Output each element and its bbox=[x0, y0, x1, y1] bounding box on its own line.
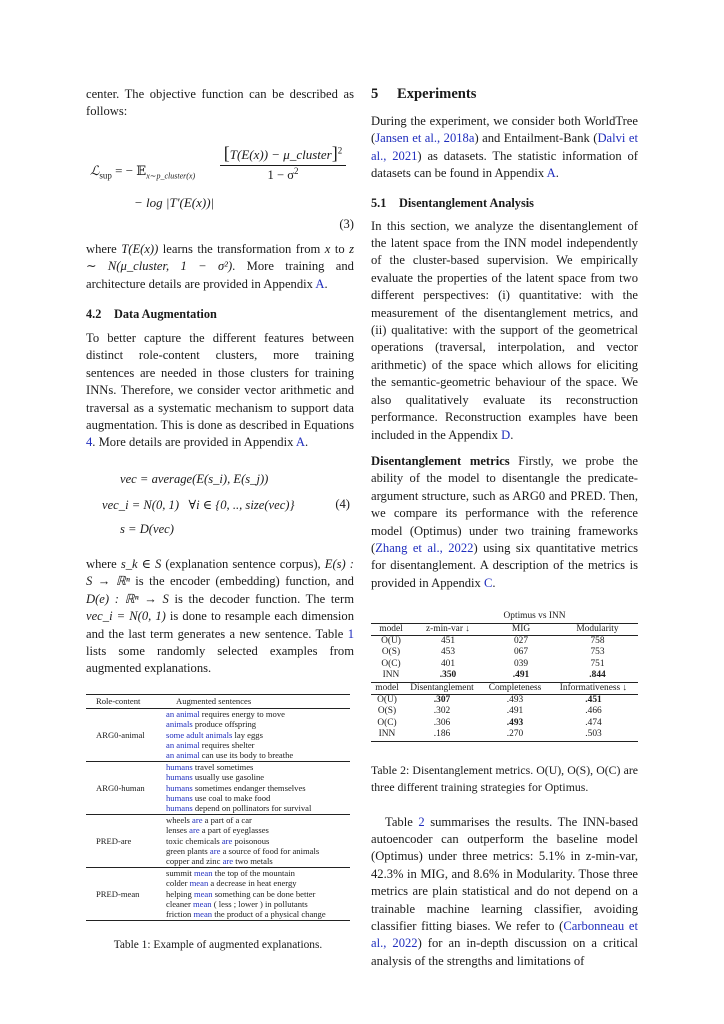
appendix-a-link-3[interactable]: A bbox=[546, 166, 556, 181]
section-4-2-heading: 4.2 Data Augmentation bbox=[86, 307, 217, 322]
table-1-group bbox=[86, 761, 350, 814]
highlight-term: humans bbox=[166, 772, 193, 783]
section-5-1-heading: 5.1 Disentanglement Analysis bbox=[371, 195, 534, 210]
metrics-paragraph: Disentanglement metrics Firstly, we probe the ability of the model to disentangle the predicate-argument structure, such as ARG0 and PRED. Then, we compare its performance with the reference model (Optimus) under two training frameworks (Zhang et al., 2022) using six quantitative metrics for disentanglement. A description of the metrics is provided in Appendix C. bbox=[371, 453, 638, 590]
table-1-row: humans depend on pollinators for survival bbox=[166, 803, 312, 814]
experiments-paragraph: During the experiment, we consider both WorldTree (Jansen et al., 2018a) and Entailment-Bank (Dalvi et al., 2021) as datasets. The statistic information of datasets can be found in Appendix A. bbox=[371, 114, 638, 181]
highlight-term: an animal bbox=[166, 750, 200, 761]
table-1-caption: Table 1: Example of augmented explanations. bbox=[113, 938, 323, 951]
table-2-row: INN .186 .270 .503 bbox=[378, 729, 602, 740]
table-1-row: summit mean the top of the mountain bbox=[166, 867, 295, 878]
disentanglement-paragraph: In this section, we analyze the disentanglement of the latent space from the INN model independently of the cluster-based supervision. We empirically evaluate the properties of the latent space from two different perspectives: (i) quantitative: with the measurement of the disentanglement metrics, and (ii) qualitative: with the support of the geometrical operations (traversal, interpolation, and vector arithmetic) of the space which allows for eliciting the semantic-geometric behaviour of the space. We also qualitatively evaluate its reconstruction performance. Reconstruction examples have been included in the Appendix D. bbox=[371, 218, 638, 442]
table-1-row: toxic chemicals are poisonous bbox=[166, 835, 270, 846]
table-1-row: colder mean a decrease in heat energy bbox=[166, 878, 297, 889]
table-1-group-label: PRED-are bbox=[96, 835, 132, 846]
table-1 bbox=[86, 694, 350, 954]
table-1-row: humans use coal to make food bbox=[166, 792, 271, 803]
equation-4 bbox=[86, 472, 354, 550]
table-2-caption: Table 2: Disentanglement metrics. O(U), O(S), O(C) are three different training strategies for Optimus. bbox=[371, 762, 638, 794]
table-1-row: helping mean something can be done better bbox=[166, 888, 316, 899]
table-2-row: O(C) 401 039 751 bbox=[381, 658, 605, 669]
table-1-row: wheels are a part of a car bbox=[166, 814, 252, 825]
highlight-term: are bbox=[189, 825, 200, 836]
eq3-power: 2 bbox=[337, 145, 343, 156]
eq3-denom-power: 2 bbox=[294, 165, 299, 176]
appendix-c-link[interactable]: C bbox=[483, 575, 493, 590]
highlight-term: humans bbox=[166, 782, 193, 793]
table-2-row: O(U) .307 .493 .451 bbox=[371, 695, 638, 707]
eq4-number: (4) bbox=[335, 496, 350, 511]
table-2-grid-bottom bbox=[371, 682, 638, 741]
eq3-lhs: ℒ bbox=[90, 162, 100, 178]
citation-jansen[interactable]: Jansen et al., 2018a bbox=[375, 131, 475, 146]
table-1-row: an animal requires energy to move bbox=[166, 708, 285, 719]
where-paragraph-1: where T(E(x)) learns the transformation from x to z ∼ N(μ_cluster, 1 − σ²). More training and architecture details are provided in Appendix A. bbox=[86, 241, 355, 291]
table-2-row: O(C) .306 .493 .474 bbox=[377, 717, 602, 728]
table-1-row: friction mean the product of a physical change bbox=[166, 909, 326, 920]
table-1-row: humans travel sometimes bbox=[166, 761, 254, 772]
highlight-term: mean bbox=[189, 878, 209, 889]
where-paragraph-2: where s_k ∈ S (explanation sentence corpus), E(s) : S → ℝⁿ is the encoder (embedding) function, and D(e) : ℝⁿ → S is the decoder function. The term vec_i = N(0, 1) is done to resample each dimension and the last term generates a new sentence. Table 1 lists some randomly selected examples from augmented explanations. bbox=[86, 556, 354, 676]
section-5-heading: 5 Experiments bbox=[371, 86, 477, 102]
table-1-group-label: PRED-mean bbox=[96, 888, 140, 899]
highlight-term: humans bbox=[166, 792, 193, 803]
citation-carbonneau[interactable]: Carbonneau et al., 2022 bbox=[371, 919, 638, 951]
appendix-d-link[interactable]: D bbox=[501, 427, 511, 442]
table-1-row: lenses are a part of eyeglasses bbox=[166, 825, 269, 836]
table-2-row: INN .350 .491 .844 bbox=[382, 670, 606, 681]
table-1-row: copper and zinc are two metals bbox=[166, 856, 273, 867]
table-1-link[interactable]: 1 bbox=[347, 626, 354, 641]
table-2-row: O(S) 453 067 753 bbox=[381, 647, 605, 658]
table-2 bbox=[371, 611, 638, 795]
eq3-eq: = − 𝔼 bbox=[115, 162, 147, 178]
appendix-a-link-2[interactable]: A bbox=[295, 435, 305, 450]
highlight-term: mean bbox=[193, 867, 213, 878]
eq3-denominator: 1 − σ bbox=[267, 168, 294, 182]
highlight-term: an animal bbox=[166, 739, 200, 750]
highlight-term: humans bbox=[166, 803, 193, 814]
table-2-link[interactable]: 2 bbox=[418, 814, 425, 829]
table-1-row: humans sometimes endanger themselves bbox=[166, 782, 306, 793]
table-2-grid bbox=[371, 624, 638, 682]
highlight-term: mean bbox=[193, 909, 213, 920]
table-2-header-row: model Disentanglement Completeness Informativeness ↓ bbox=[375, 682, 628, 693]
table-1-row: an animal requires shelter bbox=[166, 739, 255, 750]
highlight-term: animals bbox=[166, 719, 193, 730]
citation-dalvi[interactable]: Dalvi et al., 2021 bbox=[371, 131, 638, 163]
summary-paragraph: Table 2 summarises the results. The INN-based autoencoder can outperform the baseline model (Optimus) under three metrics: 5.1% in z-min-var, 42.3% in MIG, and 8.6% in Modularity. Those three metrics are plain statistical and do not depend on a trainable machine learning classifier, avoiding classifier fitting biases. We refer to (Carbonneau et al., 2022) for an in-depth discussion on a critical analysis of the strengths and limitations of bbox=[371, 814, 638, 968]
table-1-row: green plants are a source of food for animals bbox=[166, 846, 320, 856]
eq3-number: (3) bbox=[339, 216, 354, 231]
eq4-line3: s = D(vec) bbox=[120, 521, 174, 536]
highlight-term: an animal bbox=[166, 708, 200, 719]
equation-3: ℒ$_{sup}$ = − 𝔼$_{x\sim p\_cluster(x)}$ [T(E(x)) − μ_cluster]$^2$ $1 - \sigma^2$ − log |T′(E(x))| (3) bbox=[90, 142, 354, 231]
highlight-term: humans bbox=[166, 761, 193, 772]
table-1-row: some adult animals lay eggs bbox=[166, 729, 263, 740]
highlight-term: mean bbox=[192, 899, 212, 910]
table-1-group bbox=[86, 814, 350, 867]
table-1-header: Role-content Augmented sentences bbox=[96, 695, 252, 706]
table-1-row: humans usually use gasoline bbox=[166, 772, 265, 783]
eq3-exp-sub: x∼p_cluster(x) bbox=[146, 171, 196, 181]
highlight-term: mean bbox=[193, 888, 213, 899]
table-2-header-row: model z-min-var ↓ MIG Modularity bbox=[379, 623, 619, 634]
highlight-term: are bbox=[192, 814, 203, 825]
table-2-row: O(S) .302 .491 .466 bbox=[377, 706, 602, 717]
equation-4-link[interactable]: 4 bbox=[86, 435, 93, 450]
right-column bbox=[371, 86, 638, 970]
highlight-term: are bbox=[222, 856, 234, 867]
highlight-term: some adult animals bbox=[166, 729, 233, 740]
augmentation-paragraph: To better capture the different features between distinct role-content clusters, more training sentences are needed in those clusters for training INNs. Therefore, we consider vector arithmetic and traversal as a systematic mechanism to support data augmentation. This is done as described in Equations 4. More details are provided in Appendix A. bbox=[86, 331, 354, 450]
eq3-line2: − log |T′(E(x))| bbox=[134, 194, 215, 210]
table-2-super-header: Optimus vs INN bbox=[503, 611, 566, 622]
highlight-term: are bbox=[221, 835, 233, 846]
eq3-lhs-sub: sup bbox=[99, 170, 112, 181]
appendix-a-link[interactable]: A bbox=[315, 276, 325, 291]
table-1-row: animals produce offspring bbox=[166, 719, 257, 730]
table-1-group-label: ARG0-animal bbox=[96, 729, 145, 740]
eq4-line2: vec_i = N(0, 1) ∀i ∈ {0, .., size(vec)} bbox=[102, 497, 295, 512]
table-2-row: O(U) 451 027 758 bbox=[371, 635, 638, 647]
citation-zhang[interactable]: Zhang et al., 2022 bbox=[375, 540, 474, 555]
intro-paragraph: center. The objective function can be described as follows: bbox=[86, 87, 354, 119]
table-1-group-label: ARG0-human bbox=[96, 782, 145, 793]
table-1-body bbox=[86, 708, 350, 921]
table-1-group bbox=[86, 867, 350, 920]
table-1-row: an animal can use its body to breathe bbox=[166, 750, 294, 761]
eq3-numerator: T(E(x)) − μ_cluster bbox=[229, 146, 332, 162]
table-1-row: cleaner mean ( less ; lower ) in pollutants bbox=[166, 899, 308, 910]
table-1-group bbox=[86, 708, 350, 761]
highlight-term: are bbox=[209, 846, 221, 856]
eq4-line1: vec = average(E(s_i), E(s_j)) bbox=[120, 471, 269, 486]
left-column bbox=[86, 86, 354, 954]
